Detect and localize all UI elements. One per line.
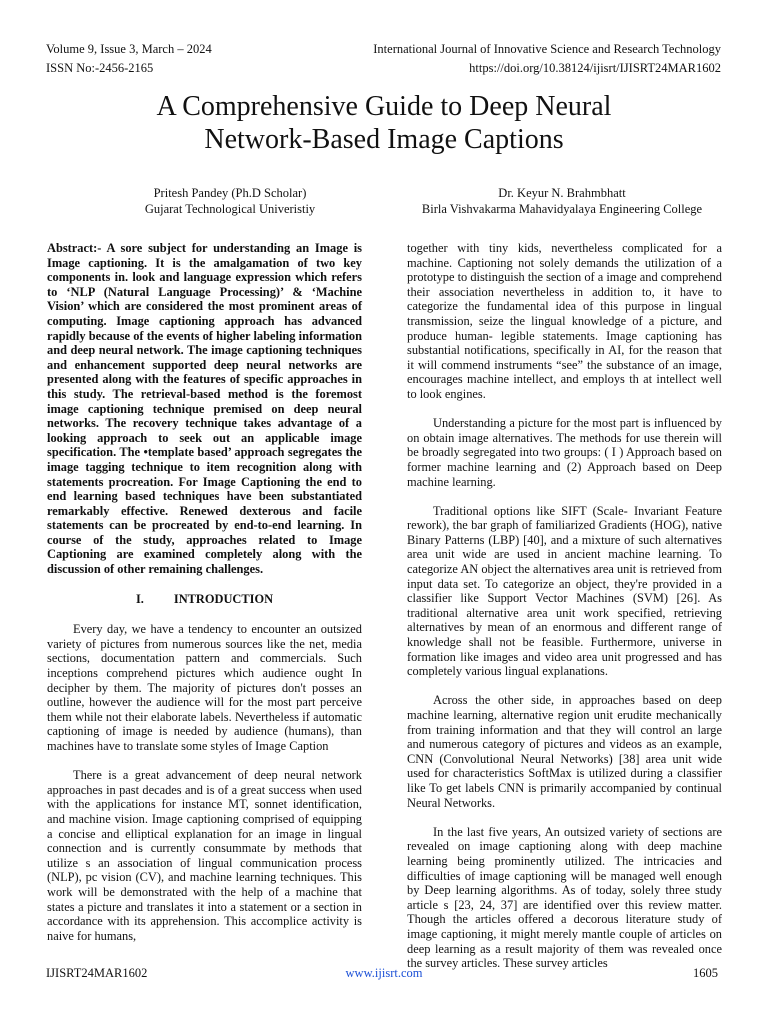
paper-title (0, 90, 768, 156)
right-column (407, 241, 722, 985)
section-heading (47, 592, 362, 607)
paragraph: Every day, we have a tendency to encounter an outsized variety of pictures from numerous sources like the net, media sections, documentation pattern and commercials. Such inceptions comprehend pictures which audience ought In decipher by them. The majority of pictures don't posses an outline, however the audience will for the most part perceive them while not their elaborate labels. Nevertheless if automatic captioning of image is needed by audience (humans), than machines have to translate some styles of Image Caption (47, 622, 362, 753)
abstract: Abstract:- A sore subject for understanding an Image is Image captioning. It is the amalgamation of two key components in. look and language expression which refers to ‘NLP (Natural Language Processing)’ & ‘Machine Vision’ which are considered the most prominent areas of computing. Image captioning approach has advanced rapidly because of the events of higher labeling information and deep neural network. The image captioning techniques and enhancement supported deep neural networks are presented along with the features of specific approaches in this study. The retrieval-based method is the foremost image captioning technique premised on deep neural networks. The recovery technique takes advantage of a looking approach to seek out an applicable image specification. The •template based’ approach segregates the image tagging technique to item recognition along with statements procreation. For Image Captioning the end to end learning based techniques have been substantiated remarkably effective. Renewed dexterous and facile statements can be procreated by end-to-end learning. In course of the study, approaches related to Image Captioning are examined completely along with the discussion of other remaining challenges. (47, 241, 362, 577)
issn: ISSN No:-2456-2165 (46, 61, 154, 75)
paragraph: Understanding a picture for the most part is influenced by on obtain image alternatives. The methods for use therein will be broadly segregated into two groups: ( I ) Approach based on former machine learning and (2) Approach based on Deep machine learning. (407, 416, 722, 489)
header-left (46, 40, 212, 78)
section-number: I. (135, 591, 144, 606)
footer-code: IJISRT24MAR1602 (46, 966, 148, 980)
author-1 (84, 185, 376, 217)
volume-info: Volume 9, Issue 3, March – 2024 (46, 42, 212, 56)
paragraph: There is a great advancement of deep neural network approaches in past decades and is of a great success when used with the applications for instance MT, sonnet identification, and machine vision. Image captioning comprised of equipping a concise and elliptical explanation for an image in lingual connection and is currently consummate by methods that utilize s an association of lingual communication process (NLP), pc vision (CV), and machine learning techniques. This work will be demonstrated with the help of a machine that states a picture and translates it into a statement or a section in accordance with its apprehension. This accomplice activity is naive for humans, (47, 768, 362, 943)
page-number: 1605 (693, 966, 718, 980)
footer-site-link[interactable]: www.ijisrt.com (345, 966, 423, 980)
title-line-2: Network-Based Image Captions (204, 124, 564, 155)
author-name: Pritesh Pandey (Ph.D Scholar) (153, 186, 307, 200)
left-column (47, 241, 362, 958)
header-right (373, 40, 721, 78)
paragraph: together with tiny kids, nevertheless complicated for a machine. Captioning not solely demands the utilization of a prototype to distinguish the section of a image and comprehend their association nevertheless in addition to, it have to categorize the fundamental idea of this purpose in lingual transmission, seize the lingual knowledge of a picture, and produce human- legible statements. Image captioning has substantial notifications, specifically in AI, for the reason that it will commend instruments “see” the substance of an image, encourages machine intellect, and employs th at intellect well to look engines. (407, 241, 722, 401)
doi-link[interactable]: https://doi.org/10.38124/ijisrt/IJISRT24MAR1602 (469, 61, 721, 75)
author-name: Dr. Keyur N. Brahmbhatt (498, 186, 626, 200)
section-title: INTRODUCTION (173, 591, 274, 606)
author-affiliation: Birla Vishvakarma Mahavidyalaya Engineering College (421, 202, 703, 216)
author-affiliation: Gujarat Technological Univeristiy (144, 202, 316, 216)
paragraph: Traditional options like SIFT (Scale- Invariant Feature rework), the bar graph of familiarized Gradients (HOG), native Binary Patterns (LBP) [40], and a mixture of such alternatives area unit wide are used in ancient machine learning. To categorize AN object the alternatives area unit is retrieved from input data set. To categorize an object, they're provided in a classifier like Support Vector Machines (SVM) [26]. As traditional alternative area unit work specified, retrieving alternatives by mean of an enormous and different range of knowledge shall not be feasible. Furthermore, universe in formation like images and video area unit progressed and has completely various lingual explanations. (407, 503, 722, 679)
author-2 (398, 185, 726, 217)
paragraph: In the last five years, An outsized variety of sections are revealed on image captioning along with deep machine learning being prominently utilized. The intricacies and difficulties of image captioning will be managed well enough by Deep learning algorithms. As of today, solely three study article s [23, 24, 37] are identified over this review matter. Though the articles offered a decorous literature study of image captioning, it might merely mantle couple of articles on deep learning as a result majority of them was revealed once the survey articles. These survey articles (407, 824, 722, 971)
journal-name: International Journal of Innovative Science and Research Technology (373, 42, 721, 56)
paragraph: Across the other side, in approaches based on deep machine learning, alternative region unit erudite mechanically from training information and that they will control an large and numerous category of pictures and videos as an example, CNN (Convolutional Neural Networks) [38] area unit wide used for characteristics SoftMax is utilized during a classifier like To get labels CNN is primarily accompanied by continual Neural Networks. (407, 693, 722, 810)
title-line-1: A Comprehensive Guide to Deep Neural (156, 91, 612, 122)
